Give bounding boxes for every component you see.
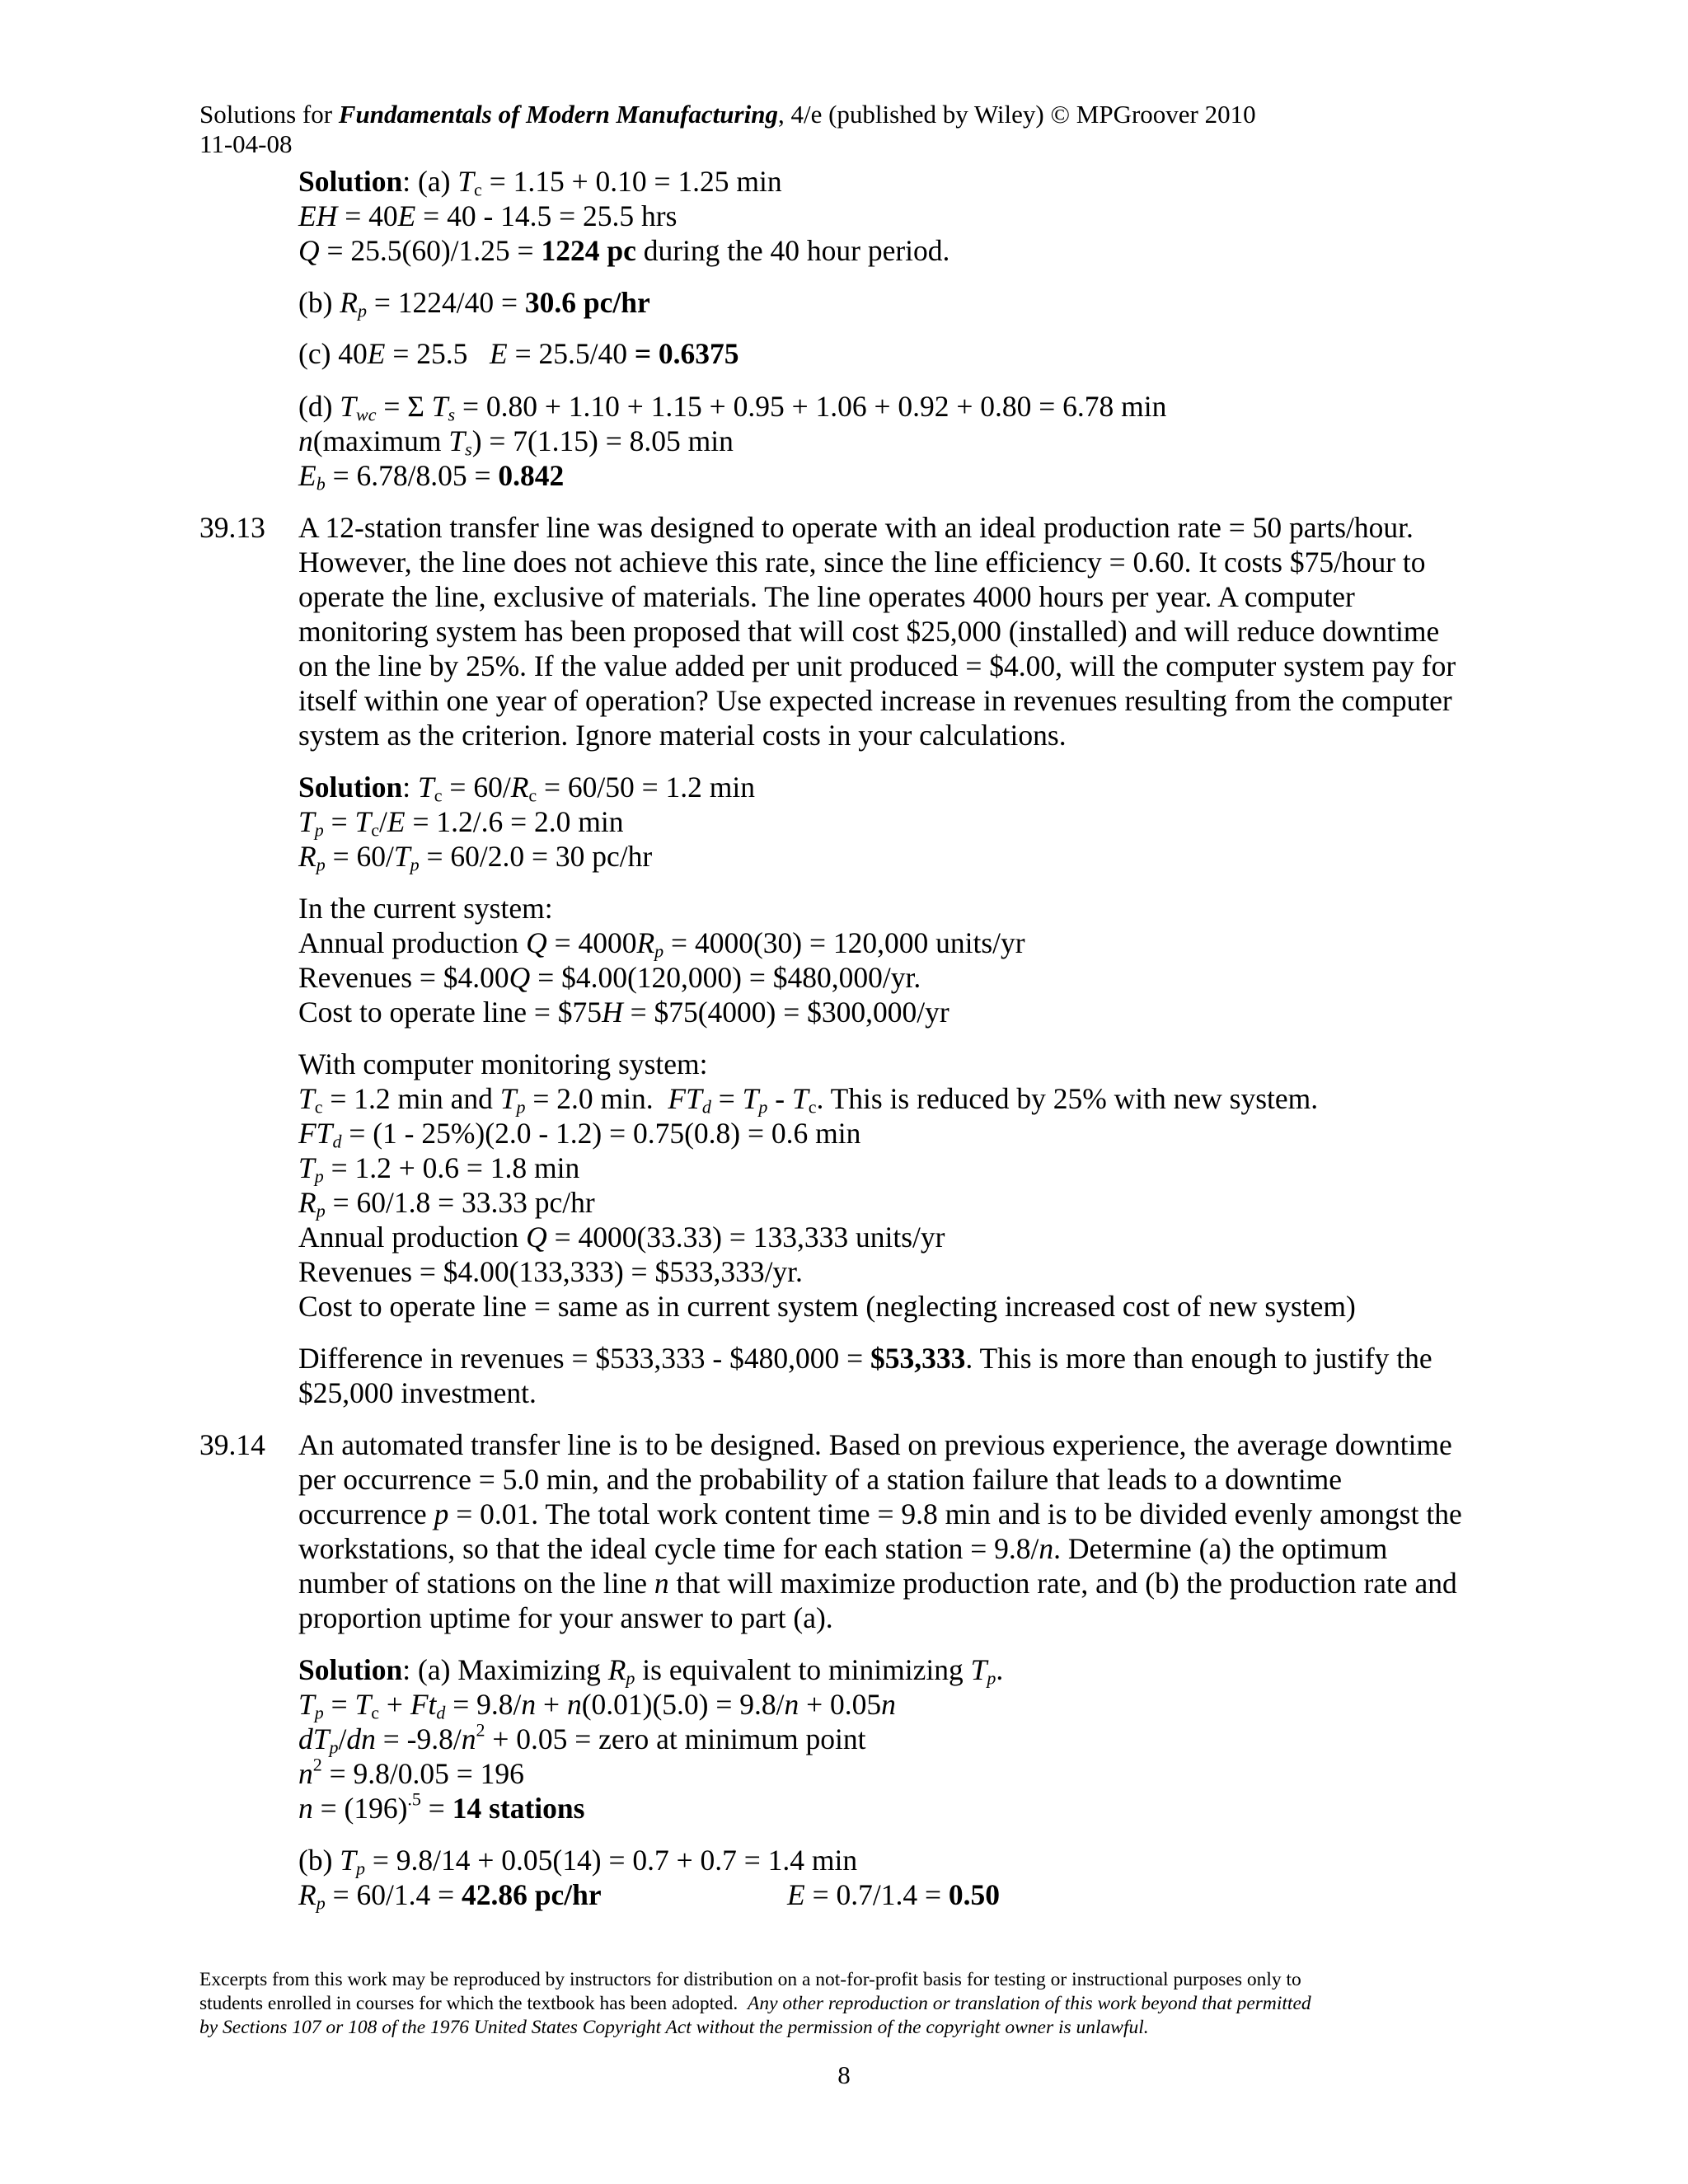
solution-line: Solution: (a) $T_c = 1.15 + 0.10 = 1.25$ min bbox=[298, 165, 782, 200]
solution-line: $R_p = 60/1.4 = 42.86$ pc/hr bbox=[298, 1878, 602, 1914]
solution-line: $T_p = T_c/E = 1.2/.6 = 2.0$ min bbox=[298, 805, 624, 841]
solution-line: (b) $R_p = 1224/40 = 30.6$ pc/hr bbox=[298, 286, 650, 321]
solution-line: In the current system: bbox=[298, 892, 553, 925]
problem-text-line: occurrence p = 0.01. The total work content time = 9.8 min and is to be divided evenly amongst the bbox=[298, 1497, 1462, 1530]
solution-line: $T_p = 1.2 + 0.6 = 1.8$ min bbox=[298, 1151, 580, 1187]
header-prefix: Solutions for bbox=[199, 100, 339, 129]
problem-text-line: A 12-station transfer line was designed to operate with an ideal production rate = 50 parts/hour. bbox=[298, 511, 1414, 544]
problem-text-line: An automated transfer line is to be designed. Based on previous experience, the average downtime bbox=[298, 1428, 1452, 1461]
header-date: 11-04-08 bbox=[199, 129, 293, 158]
solution-line: $T_c = 1.2$ min and $T_p = 2.0$ min. $FT_d = T_p - T_c$. This is reduced by 25% with new system. bbox=[298, 1082, 1319, 1118]
solution-line: (d) $T_{wc} = \Sigma$ $T_s = 0.80 + 1.10 + 1.15 + 0.95 + 1.06 + 0.92 + 0.80 = 6.78$ min bbox=[298, 390, 1167, 425]
problem-text-line: monitoring system has been proposed that will cost $25,000 (installed) and will reduce downtime bbox=[298, 615, 1440, 648]
problem-text-line: workstations, so that the ideal cycle time for each station = 9.8/n. Determine (a) the optimum bbox=[298, 1532, 1388, 1565]
solution-line: $n = (196)^{.5} = 14$ stations bbox=[298, 1788, 585, 1825]
problem-text-line: proportion uptime for your answer to part (a). bbox=[298, 1601, 833, 1634]
problem-text-line: system as the criterion. Ignore material costs in your calculations. bbox=[298, 719, 1067, 752]
solution-line: E = 0.7/1.4 = 0.50 bbox=[787, 1878, 1000, 1911]
header-book-title: Fundamentals of Modern Manufacturing bbox=[338, 100, 778, 129]
solution-line: Revenues = $4.00Q = $4.00(120,000) = $480,000/yr. bbox=[298, 961, 921, 994]
solution-line: Solution: $T_c = 60/R_c = 60/50 = 1.2$ min bbox=[298, 771, 756, 806]
problem-text-line: number of stations on the line n that will maximize production rate, and (b) the production rate and bbox=[298, 1567, 1457, 1600]
solution-line: Revenues = $4.00(133,333) = $533,333/yr. bbox=[298, 1255, 803, 1288]
solution-line: With computer monitoring system: bbox=[298, 1047, 708, 1080]
solution-line: Q = 25.5(60)/1.25 = 1224 pc during the 40 hour period. bbox=[298, 234, 950, 267]
page-header bbox=[199, 100, 1256, 129]
page-number: 8 bbox=[837, 2060, 851, 2089]
solution-line: $n^2 = 9.8/0.05 = 196$ bbox=[298, 1754, 524, 1790]
solution-line: Annual production Q = 4000(33.33) = 133,333 units/yr bbox=[298, 1221, 945, 1254]
problem-text-line: operate the line, exclusive of materials. The line operates 4000 hours per year. A computer bbox=[298, 580, 1355, 613]
footer-copyright-line: by Sections 107 or 108 of the 1976 United States Copyright Act without the permission of the copyright owner is unlawful. bbox=[199, 2017, 1149, 2038]
solution-line: Solution: (a) Maximizing $R_p$ is equivalent to minimizing $T_p$. bbox=[298, 1653, 1004, 1689]
solution-line: Annual production $Q = 4000R_p = 4000(30) = 120,000$ units/yr bbox=[298, 926, 1025, 962]
solution-line: Difference in revenues = $533,333 - $480,000 = $53,333. This is more than enough to justify the bbox=[298, 1342, 1432, 1375]
problem-text-line: itself within one year of operation? Use expected increase in revenues resulting from the computer bbox=[298, 684, 1452, 717]
solution-line: EH = 40E = 40 - 14.5 = 25.5 hrs bbox=[298, 199, 678, 232]
solution-line: (b) $T_p = 9.8/14 + 0.05(14) = 0.7 + 0.7 = 1.4$ min bbox=[298, 1844, 858, 1879]
problem-text-line: However, the line does not achieve this rate, since the line efficiency = 0.60. It costs $75/hour to bbox=[298, 546, 1426, 579]
footer-copyright-line: students enrolled in courses for which the textbook has been adopted. Any other reproduction or translation of this work beyond that permitted bbox=[199, 1993, 1311, 2014]
solution-line: $R_p = 60/T_p = 60/2.0 = 30$ pc/hr bbox=[298, 840, 653, 875]
solution-line: Cost to operate line = $75H = $75(4000) = $300,000/yr bbox=[298, 996, 950, 1029]
solution-line: $FT_d = (1 - 25\%)(2.0 - 1.2) = 0.75(0.8) = 0.6$ min bbox=[298, 1117, 861, 1152]
solution-line: Cost to operate line = same as in current system (neglecting increased cost of new system) bbox=[298, 1290, 1356, 1323]
solution-line: $R_p = 60/1.8 = 33.33$ pc/hr bbox=[298, 1186, 595, 1221]
problem-text-line: on the line by 25%. If the value added per unit produced = $4.00, will the computer system pay for bbox=[298, 649, 1456, 682]
solution-line: $T_p = T_c + Ft_d = 9.8/n + n(0.01)(5.0) = 9.8/n + 0.05n$ bbox=[298, 1688, 896, 1723]
solution-line: $25,000 investment. bbox=[298, 1376, 537, 1409]
solution-line: $dT_p/dn = -9.8/n^2 + 0.05$ = zero at minimum point bbox=[298, 1719, 866, 1758]
problem-number: 39.13 bbox=[199, 511, 265, 544]
footer-copyright-line: Excerpts from this work may be reproduced by instructors for distribution on a not-for-profit basis for testing or instructional purposes only to bbox=[199, 1969, 1301, 1990]
solution-line: $E_b = 6.78/8.05 = 0.842$ bbox=[298, 459, 565, 494]
solution-line: n(maximum $T_s) = 7(1.15) = 8.05$ min bbox=[298, 424, 734, 460]
header-suffix: , 4/e (published by Wiley) © MPGroover 2010 bbox=[777, 100, 1256, 129]
solution-line: (c) 40E = 25.5 E = 25.5/40 = 0.6375 bbox=[298, 337, 739, 370]
problem-number: 39.14 bbox=[199, 1428, 265, 1461]
problem-text-line: per occurrence = 5.0 min, and the probability of a station failure that leads to a downtime bbox=[298, 1463, 1343, 1496]
